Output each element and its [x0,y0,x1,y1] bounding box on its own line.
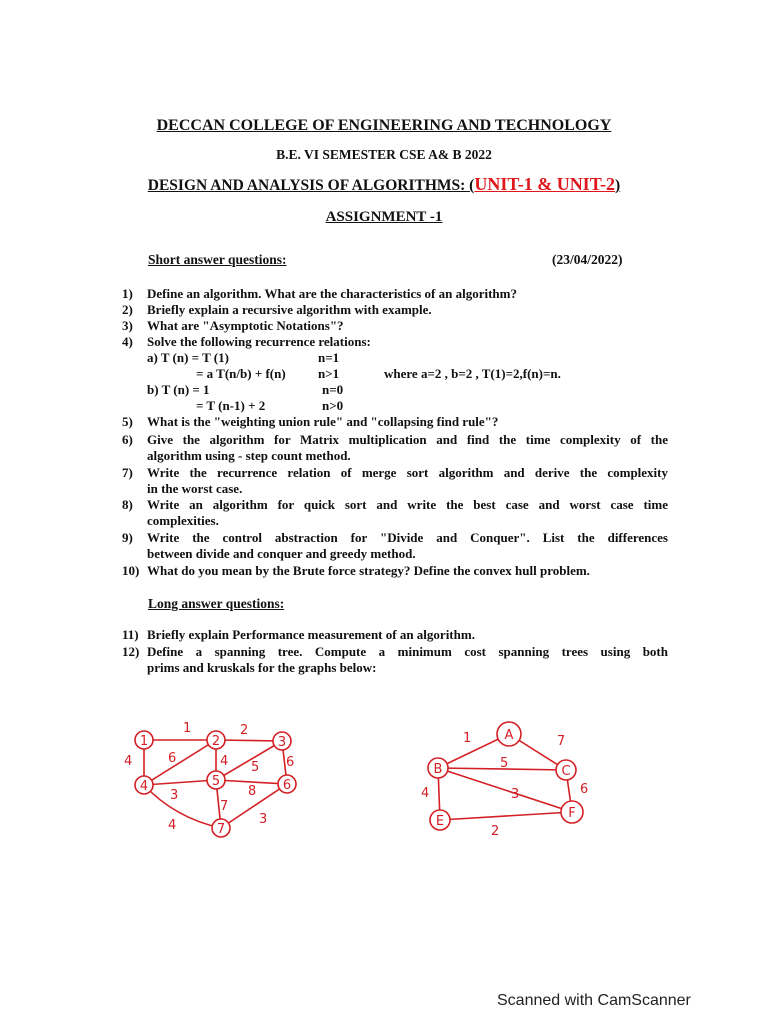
edge-weight: 5 [251,760,260,775]
edge-weight: 4 [124,754,133,769]
graph-node [278,775,296,793]
question-number: 4) [122,334,133,349]
edge-weight: 1 [183,721,192,736]
graph-node [497,722,521,746]
recurrence-a-cond1: n=1 [318,350,340,365]
question-number: 7) [122,465,133,480]
question-number: 10) [122,563,140,578]
graph-2 [421,722,588,839]
question-text: Briefly explain a recursive algorithm with example. [147,302,432,317]
edge-weight: 3 [259,812,268,827]
edge-weight: 1 [463,731,472,746]
graph-node [428,758,448,778]
recurrence-a-line1: a) T (n) = T (1) [147,350,229,365]
graph-node [273,732,291,750]
question-text: Define an algorithm. What are the characteristics of an algorithm? [147,286,517,301]
units-label: UNIT-1 & UNIT-2 [474,174,616,194]
graph-node [212,819,230,837]
edge-weight: 6 [168,751,177,766]
edge-weight: 3 [170,788,179,803]
svg-text:A: A [504,728,514,743]
question-line: Define a spanning tree. Compute a minimum cost spanning trees using both [147,644,668,659]
graph-edge [440,812,572,820]
edge-weight: 2 [240,723,249,738]
edge-weight: 4 [421,786,430,801]
graph-node [556,760,576,780]
question-text: What do you mean by the Brute force strategy? Define the convex hull problem. [147,563,590,578]
svg-text:4: 4 [139,779,149,794]
question-line: prims and kruskals for the graphs below: [147,660,377,675]
edge-weight: 4 [220,754,229,769]
question-text: Solve the following recurrence relations: [147,334,371,349]
graph-node [207,731,225,749]
camscanner-watermark: Scanned with CamScanner [497,992,691,1009]
question-line: between divide and conquer and greedy method. [147,546,416,561]
svg-text:C: C [561,764,571,779]
svg-text:1: 1 [139,734,149,749]
graph-edge [216,740,282,741]
question-text: What are "Asymptotic Notations"? [147,318,344,333]
svg-text:F: F [568,806,576,821]
subject-close: ) [615,177,621,194]
recurrence-a-cond2: n>1 [318,366,340,381]
question-number: 5) [122,414,133,429]
question-number: 2) [122,302,133,317]
question-text: What is the "weighting union rule" and "collapsing find rule"? [147,414,499,429]
college-name: DECCAN COLLEGE OF ENGINEERING AND TECHNOLOGY [156,117,612,134]
graph-edge [144,780,216,785]
assignment-title: ASSIGNMENT -1 [325,209,443,225]
assignment-date: (23/04/2022) [552,252,623,267]
recurrence-a-where: where a=2 , b=2 , T(1)=2,f(n)=n. [384,366,561,381]
svg-text:7: 7 [216,822,226,837]
question-line: Write the control abstraction for "Divide and Conquer". List the differences [147,530,668,545]
svg-text:E: E [435,814,445,829]
question-number: 11) [122,627,139,642]
graph-node [561,801,583,823]
graph-node [430,810,450,830]
edge-weight: 7 [557,734,566,749]
edge-weight: 6 [580,782,589,797]
recurrence-a-line2: = a T(n/b) + f(n) [196,366,286,381]
short-questions-heading: Short answer questions: [148,252,287,267]
recurrence-b-line2: = T (n-1) + 2 [196,398,266,413]
question-line: complexities. [147,513,219,528]
question-number: 8) [122,497,133,512]
edge-weight: 7 [220,799,229,814]
graph-node [135,731,153,749]
edge-weight: 4 [168,818,177,833]
question-number: 12) [122,644,140,659]
question-line: Give the algorithm for Matrix multiplication and find the time complexity of the [147,432,668,447]
long-questions-heading: Long answer questions: [148,596,285,611]
edge-weight: 3 [511,787,520,802]
question-line: Write an algorithm for quick sort and write the best case and worst case time [147,497,668,512]
question-number: 1) [122,286,133,301]
graph-edge [144,740,216,785]
svg-text:B: B [433,762,443,777]
svg-text:3: 3 [277,735,287,750]
svg-text:6: 6 [282,778,292,793]
semester-line: B.E. VI SEMESTER CSE A& B 2022 [276,147,492,162]
graph-edge [144,785,221,828]
graph-node [135,776,153,794]
edge-weight: 5 [500,756,509,771]
recurrence-b-cond1: n=0 [322,382,344,397]
svg-text:5: 5 [211,774,221,789]
question-number: 9) [122,530,133,545]
recurrence-b-cond2: n>0 [322,398,344,413]
question-text: Briefly explain Performance measurement of an algorithm. [147,627,475,642]
question-line: Write the recurrence relation of merge sort algorithm and derive the complexity [147,465,668,480]
graph-edge [438,768,572,812]
question-number: 6) [122,432,133,447]
edge-weight: 2 [491,824,500,839]
edge-weight: 6 [286,755,295,770]
question-number: 3) [122,318,133,333]
recurrence-b-line1: b) T (n) = 1 [147,382,210,397]
subject-name: DESIGN AND ANALYSIS OF ALGORITHMS: ( [147,177,475,194]
edge-weight: 8 [248,784,257,799]
svg-text:2: 2 [211,734,221,749]
question-line: in the worst case. [147,481,243,496]
graph-1 [124,721,296,837]
graph-node [207,771,225,789]
question-line: algorithm using - step count method. [147,448,351,463]
